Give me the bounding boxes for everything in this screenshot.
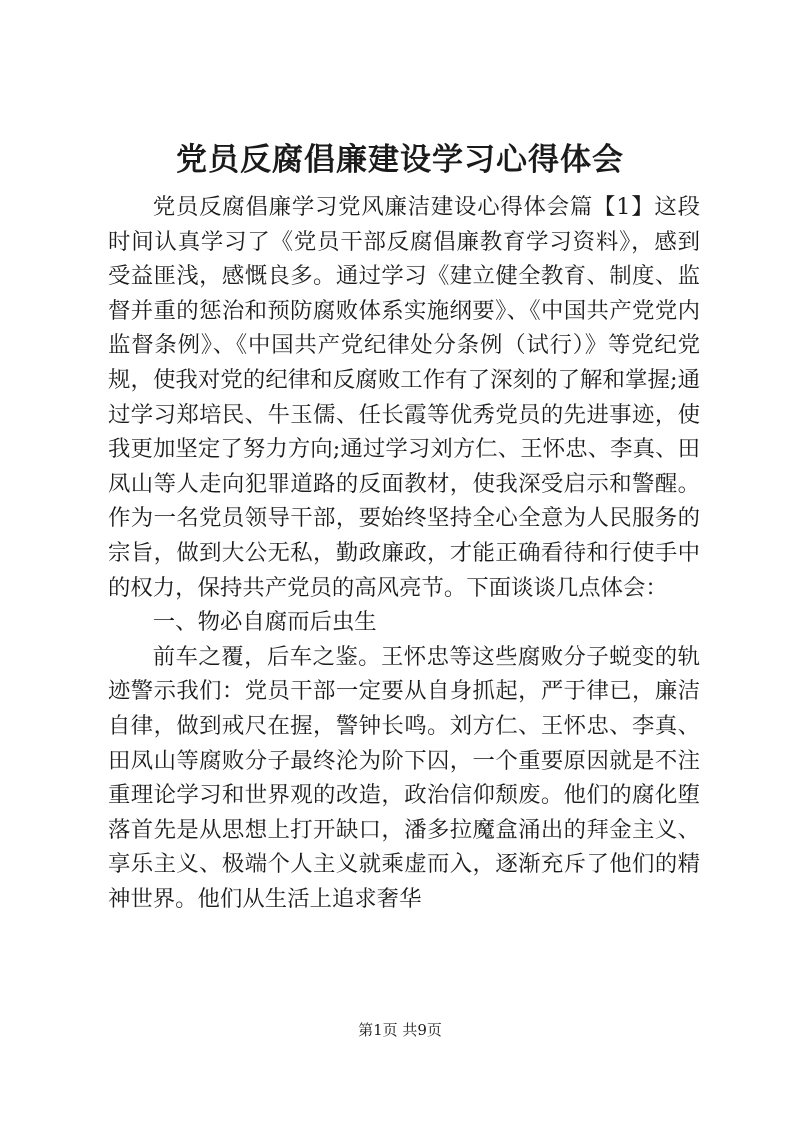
document-title: 党员反腐倡廉建设学习心得体会 bbox=[176, 142, 624, 178]
paragraph-section-one: 前车之覆，后车之鉴。王怀忠等这些腐败分子蜕变的轨迹警示我们：党员干部一定要从自身抓起，严于律已，廉洁自律，做到戒尺在握，警钟长鸣。刘方仁、王怀忠、李真、田凤山等腐败分子最终沦为阶下囚，一个重要原因就是不注重理论学习和世界观的改造，政治信仰颓废。他们的腐化堕落首先是从思想上打开缺口，潘多拉魔盒涌出的拜金主义、享乐主义、极端个人主义就乘虚而入，逐渐充斥了他们的精神世界。他们从生活上追求奢华 bbox=[108, 643, 700, 912]
document-body bbox=[108, 190, 700, 916]
page-footer: 第1页 共9页 bbox=[358, 1021, 442, 1039]
section-heading: 一、物必自腐而后虫生 bbox=[152, 609, 377, 636]
paragraph-intro: 党员反腐倡廉学习党风廉洁建设心得体会篇【1】这段时间认真学习了《党员干部反腐倡廉教育学习资料》，感到受益匪浅，感慨良多。通过学习《建立健全教育、制度、监督并重的惩治和预防腐败体系实施纲要》、《中国共产党党内监督条例》、《中国共产党纪律处分条例（试行）》等党纪党规，使我对党的纪律和反腐败工作有了深刻的了解和掌握;通过学习郑培民、牛玉儒、任长霞等优秀党员的先进事迹，使我更加坚定了努力方向;通过学习刘方仁、王怀忠、李真、田凤山等人走向犯罪道路的反面教材，使我深受启示和警醒。作为一名党员领导干部，要始终坚持全心全意为人民服务的宗旨，做到大公无私，勤政廉政，才能正确看待和行使手中的权力，保持共产党员的高风亮节。下面谈谈几点体会： bbox=[108, 194, 700, 601]
